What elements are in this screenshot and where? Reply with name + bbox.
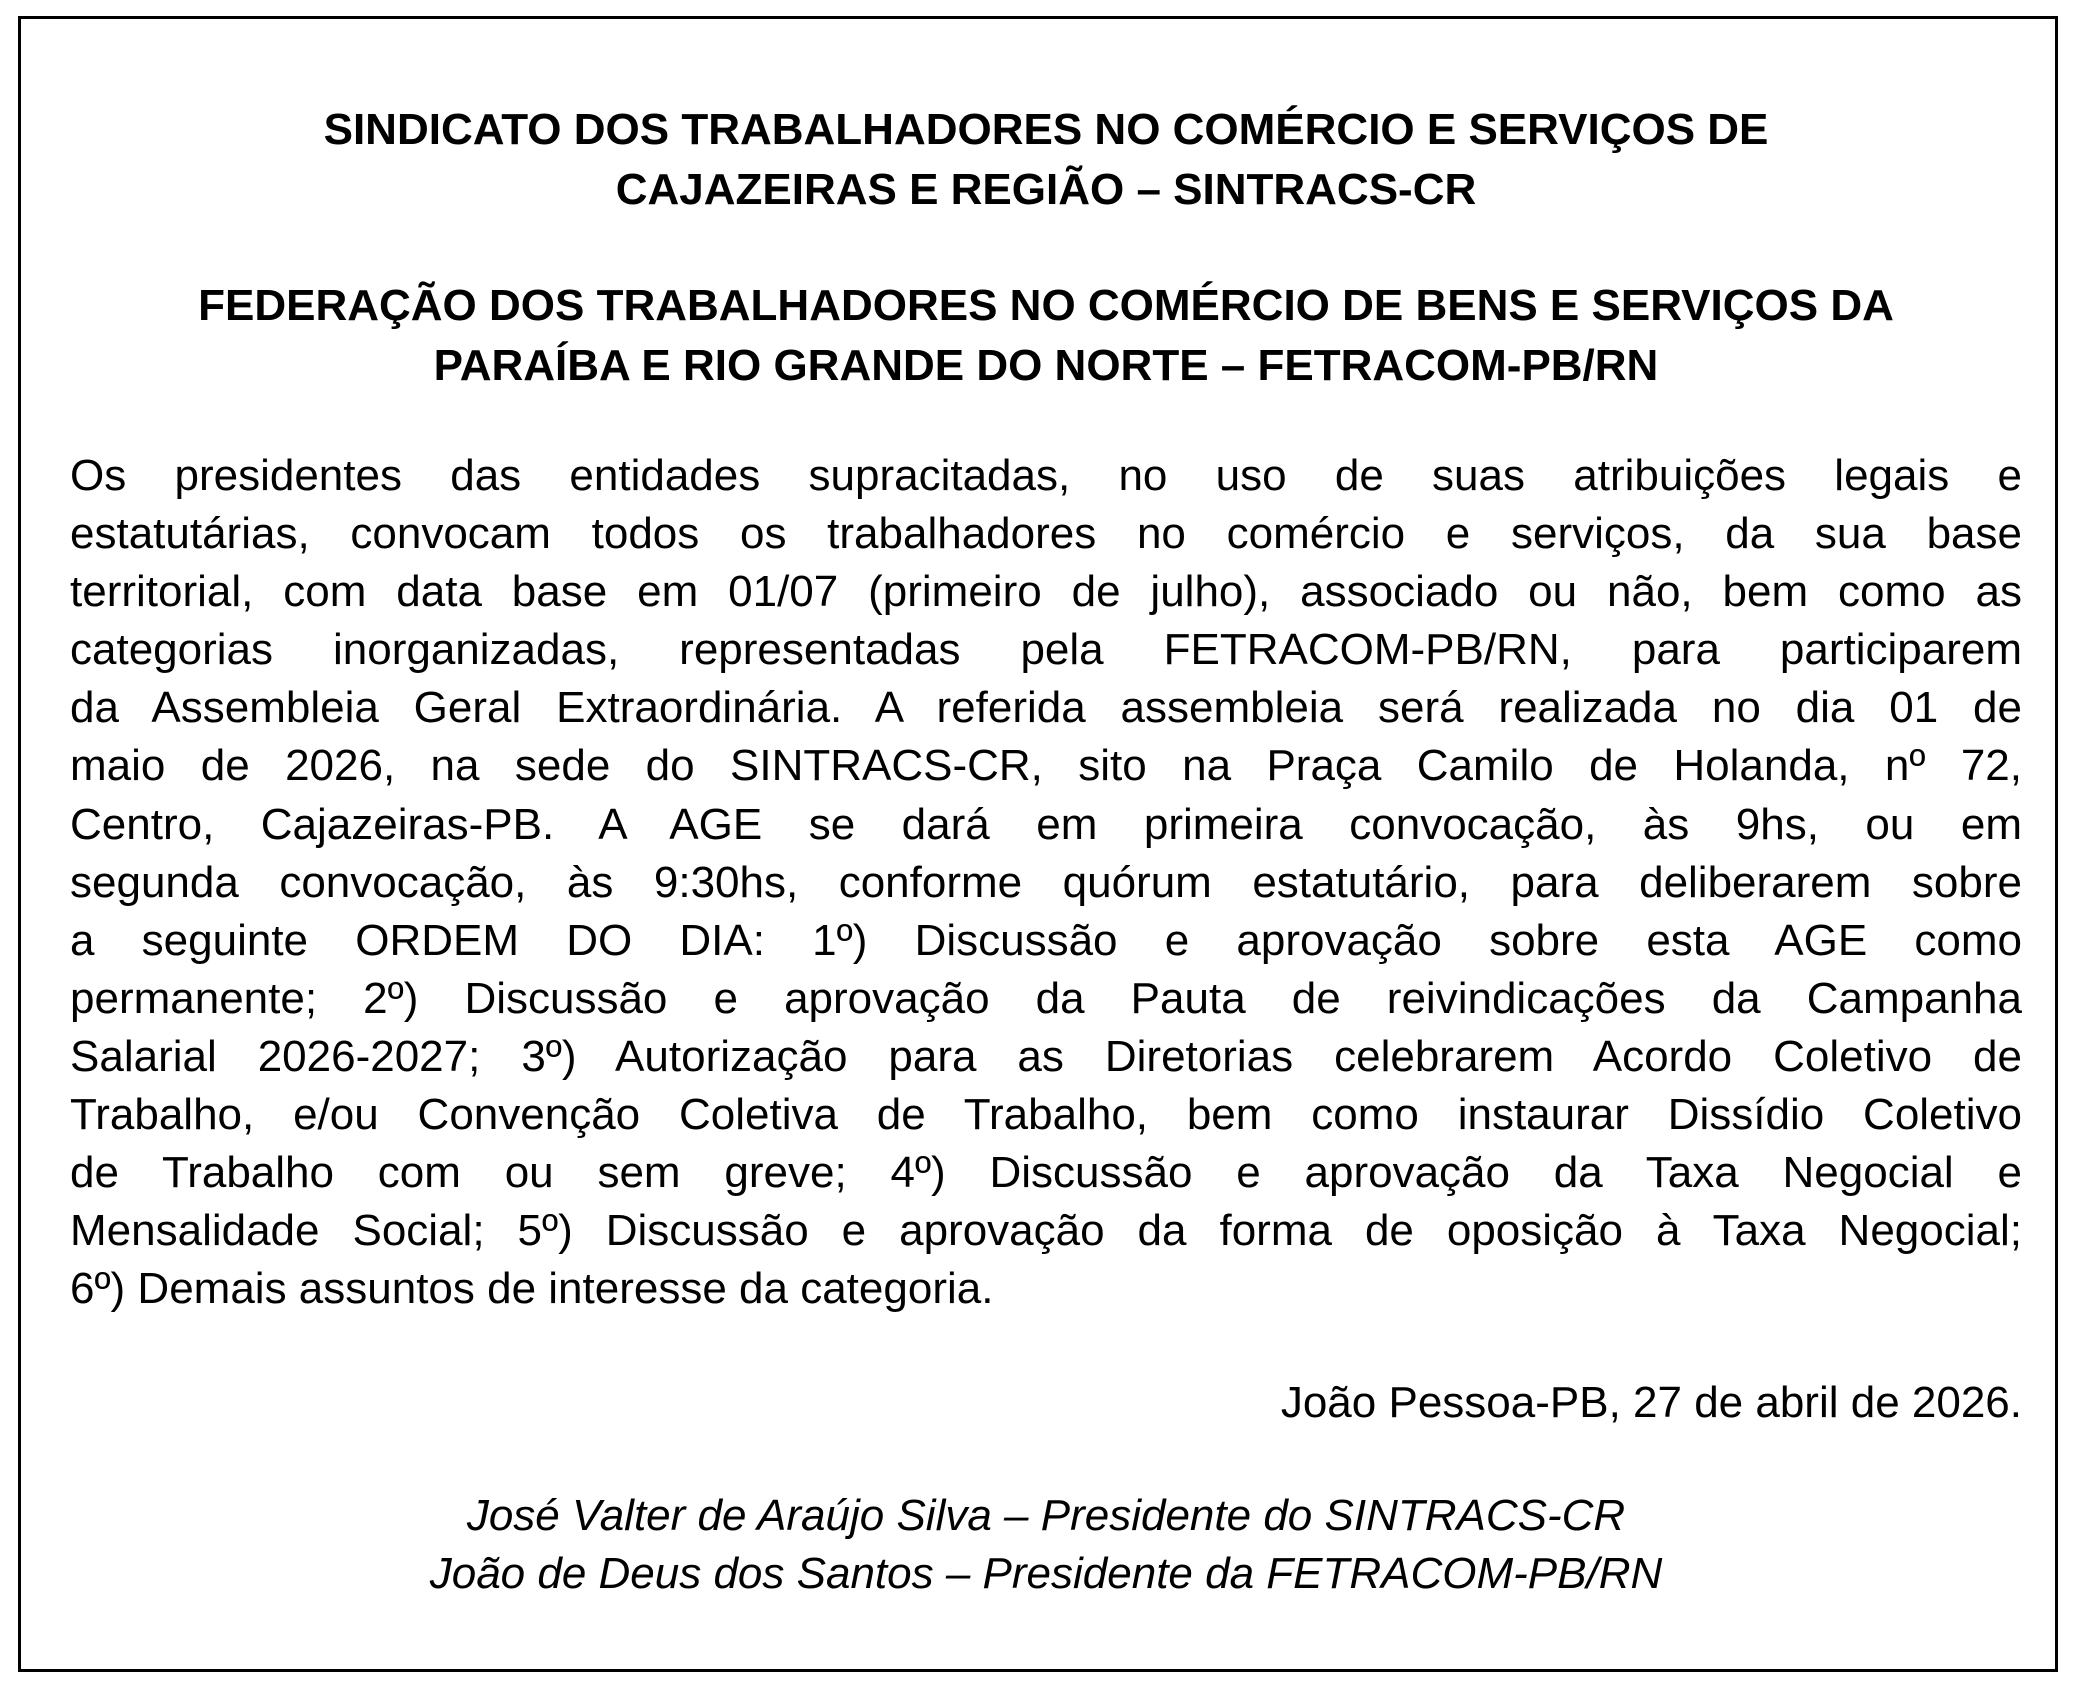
body-line: territorial, com data base em 01/07 (primeiro de julho), associado ou não, bem como as: [70, 567, 2022, 617]
federation-header-line-1: FEDERAÇÃO DOS TRABALHADORES NO COMÉRCIO DE BENS E SERVIÇOS DA: [198, 281, 1894, 330]
body-line: 6º) Demais assuntos de interesse da categoria.: [70, 1264, 994, 1314]
body-line: Os presidentes das entidades supracitadas, no uso de suas atribuições legais e: [70, 451, 2022, 500]
body-line: segunda convocação, às 9:30hs, conforme quórum estatutário, para deliberarem sobre: [70, 857, 2022, 907]
place-date: João Pessoa-PB, 27 de abril de 2026.: [1280, 1378, 2022, 1427]
body-line: maio de 2026, na sede do SINTRACS-CR, sito na Praça Camilo de Holanda, nº 72,: [70, 741, 2022, 791]
signature-sintracs-president: José Valter de Araújo Silva – Presidente do SINTRACS-CR: [466, 1491, 1626, 1540]
body-line: Salarial 2026-2027; 3º) Autorização para as Diretorias celebrarem Acordo Coletivo de: [70, 1031, 2022, 1081]
body-line: categorias inorganizadas, representadas pela FETRACOM-PB/RN, para participarem: [70, 625, 2022, 675]
union-header-line-2: CAJAZEIRAS E REGIÃO – SINTRACS-CR: [615, 165, 1477, 214]
signature-fetracom-president: João de Deus dos Santos – Presidente da FETRACOM-PB/RN: [429, 1549, 1663, 1598]
convocation-body: [70, 447, 2022, 1318]
body-line: de Trabalho com ou sem greve; 4º) Discussão e aprovação da Taxa Negocial e: [70, 1148, 2022, 1198]
body-line: estatutárias, convocam todos os trabalhadores no comércio e serviços, da sua base: [70, 509, 2022, 559]
union-header: [70, 100, 2022, 220]
federation-header: [70, 276, 2022, 396]
body-line: Mensalidade Social; 5º) Discussão e aprovação da forma de oposição à Taxa Negocial;: [70, 1206, 2022, 1256]
body-line: Centro, Cajazeiras-PB. A AGE se dará em primeira convocação, às 9hs, ou em: [70, 799, 2022, 849]
signature-block: [70, 1487, 2022, 1603]
body-line: a seguinte ORDEM DO DIA: 1º) Discussão e aprovação sobre esta AGE como: [70, 915, 2022, 965]
federation-header-line-2: PARAÍBA E RIO GRANDE DO NORTE – FETRACOM-PB/RN: [433, 341, 1659, 390]
body-line: Trabalho, e/ou Convenção Coletiva de Trabalho, bem como instaurar Dissídio Coletivo: [70, 1090, 2022, 1140]
union-header-line-1: SINDICATO DOS TRABALHADORES NO COMÉRCIO E SERVIÇOS DE: [323, 105, 1769, 154]
body-line: da Assembleia Geral Extraordinária. A referida assembleia será realizada no dia 01 de: [70, 683, 2022, 733]
body-line: permanente; 2º) Discussão e aprovação da Pauta de reivindicações da Campanha: [70, 973, 2022, 1023]
